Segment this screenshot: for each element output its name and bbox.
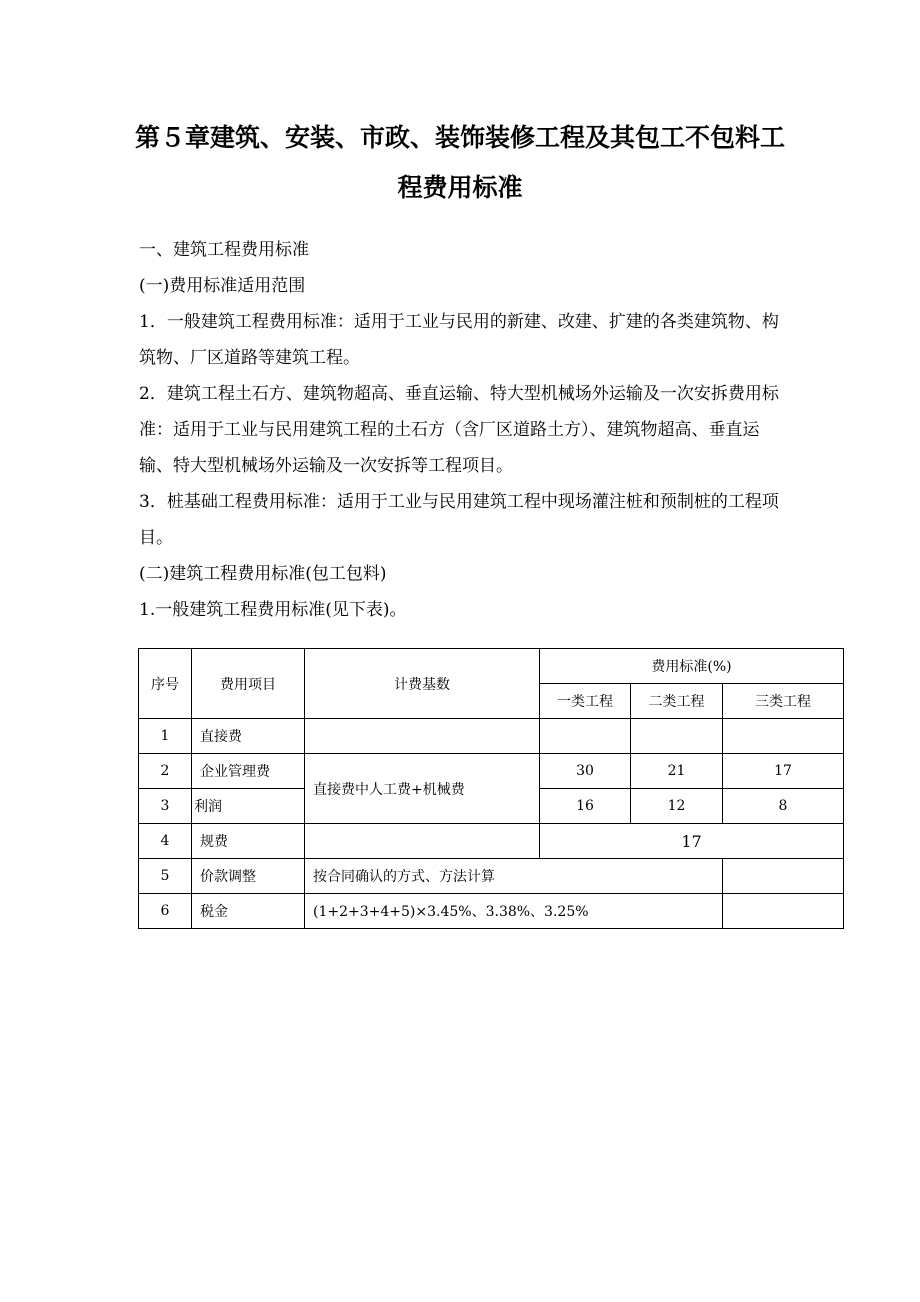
paragraph-item-1: 1．一般建筑工程费用标准：适用于工业与民用的新建、改建、扩建的各类建筑物、构筑物、厂区道路等建筑工程。: [139, 312, 779, 368]
header-class-1: 一类工程: [540, 684, 631, 719]
row-no: 3: [139, 789, 192, 824]
table-row: [139, 894, 844, 929]
row-item: 税金: [192, 894, 305, 929]
row-class-1: [540, 719, 631, 754]
table-row: [139, 719, 844, 754]
table-row: [139, 824, 844, 859]
document-title-line-1: 第５章建筑、安装、市政、装饰装修工程及其包工不包料工: [134, 123, 785, 152]
header-class-2: 二类工程: [631, 684, 723, 719]
fee-standard-table: [138, 648, 844, 929]
table-intro: 1.一般建筑工程费用标准(见下表)。: [139, 600, 407, 620]
header-no: 序号: [139, 649, 192, 719]
table-header-row: [139, 649, 844, 684]
row-base-wide: (1+2+3+4+5)×3.45%、3.38%、3.25%: [305, 894, 723, 929]
row-class-2: 21: [631, 754, 723, 789]
row-item: 价款调整: [192, 859, 305, 894]
row-class-2: 12: [631, 789, 723, 824]
row-class-1: 16: [540, 789, 631, 824]
header-base: 计费基数: [305, 649, 540, 719]
row-standard-merged: 17: [540, 824, 844, 859]
row-no: 4: [139, 824, 192, 859]
row-no: 5: [139, 859, 192, 894]
header-item: 费用项目: [192, 649, 305, 719]
paragraph-item-3: 3．桩基础工程费用标准：适用于工业与民用建筑工程中现场灌注桩和预制桩的工程项目。: [139, 492, 779, 548]
row-class-3: [723, 859, 844, 894]
document-title-line-2: 程费用标准: [397, 173, 523, 202]
table-row: [139, 859, 844, 894]
subsection-heading-2: (二)建筑工程费用标准(包工包料): [139, 564, 387, 584]
row-class-3: [723, 719, 844, 754]
row-class-3: [723, 894, 844, 929]
row-class-2: [631, 719, 723, 754]
subsection-heading: (一)费用标准适用范围: [139, 276, 306, 296]
header-class-3: 三类工程: [723, 684, 844, 719]
section-heading: 一、建筑工程费用标准: [139, 240, 309, 260]
row-class-1: 30: [540, 754, 631, 789]
row-no: 1: [139, 719, 192, 754]
row-class-3: 8: [723, 789, 844, 824]
paragraph-item-2: 2．建筑工程土石方、建筑物超高、垂直运输、特大型机械场外运输及一次安拆费用标准：适用于工业与民用建筑工程的土石方（含厂区道路土方）、建筑物超高、垂直运输、特大型机械场外运输及一次安拆等工程项目。: [139, 384, 779, 476]
row-item: 企业管理费: [192, 754, 305, 789]
row-base: [305, 719, 540, 754]
row-item: 规费: [192, 824, 305, 859]
row-base: [305, 824, 540, 859]
header-standard: 费用标准(%): [540, 649, 844, 684]
table-row: [139, 754, 844, 789]
row-class-3: 17: [723, 754, 844, 789]
row-no: 6: [139, 894, 192, 929]
row-base-merged: 直接费中人工费+机械费: [305, 754, 540, 824]
row-item: 利润: [192, 789, 305, 824]
row-base-wide: 按合同确认的方式、方法计算: [305, 859, 723, 894]
row-item: 直接费: [192, 719, 305, 754]
row-no: 2: [139, 754, 192, 789]
